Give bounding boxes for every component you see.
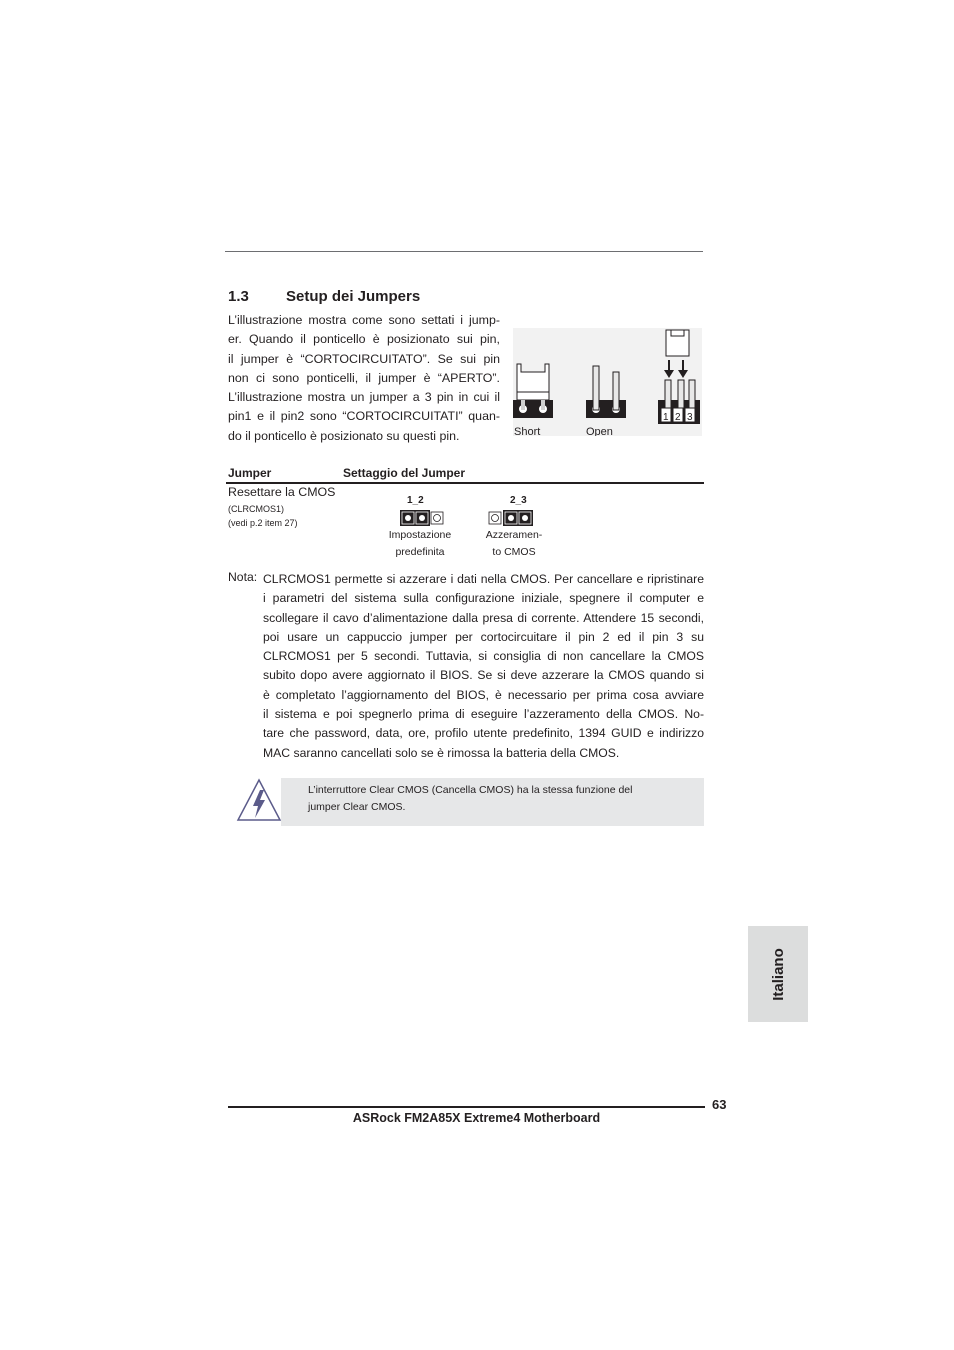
callout-text <box>308 782 688 816</box>
table-header-setting: Settaggio del Jumper <box>343 466 466 480</box>
clear-caption-line1: Azzeramen- <box>485 529 543 541</box>
intro-line: il jumper è “CORTOCIRCUITATO”. Se sui pin <box>228 351 500 366</box>
clear-pins-label: 2_3 <box>510 495 527 506</box>
note-label: Nota: <box>228 570 258 584</box>
warning-icon <box>236 778 282 824</box>
default-caption-line1: Impostazione <box>388 529 452 541</box>
intro-line: L’illustrazione mostra un jumper a 3 pin in cui il <box>228 390 500 405</box>
note-line: scollegare il cavo d’alimentazione dalla presa di corrente. Attendere 15 secondi, <box>263 610 704 625</box>
footer-rule <box>228 1106 705 1108</box>
intro-line: pin1 e il pin2 sono “CORTOCIRCUITATI” quan- <box>228 409 500 424</box>
note-line: CLRCMOS1 per 5 secondi. Tuttavia, si consiglia di non cancellare la CMOS <box>263 649 704 664</box>
note-line: il sistema e poi spegnerlo prima di eseguire l’azzeramento della CMOS. No- <box>263 707 704 722</box>
open-jumper-figure <box>586 366 626 418</box>
default-caption-line2: predefinita <box>395 546 445 558</box>
note-body <box>263 570 704 763</box>
intro-line: L’illustrazione mostra come sono settati i jump- <box>228 313 500 327</box>
intro-line: non ci sono ponticelli, il jumper è “APERTO”. <box>228 370 500 385</box>
language-tab-label: Italiano <box>769 947 787 1001</box>
open-label: Open <box>586 426 613 436</box>
clear-cmos-jumper-icon <box>488 510 534 526</box>
clear-caption-line2: to CMOS <box>492 546 536 558</box>
short-jumper-figure <box>513 364 553 418</box>
section-title: Setup dei Jumpers <box>286 288 421 305</box>
row-sublabel-id: (CLRCMOS1) <box>228 504 285 514</box>
note-line: i parametri del sistema sulla configurazione iniziale, spegnere il computer e <box>263 591 704 606</box>
callout-line: jumper Clear CMOS. <box>308 801 406 813</box>
language-tab-label-wrap <box>748 926 808 1022</box>
pin-number-2: 2 <box>675 412 681 423</box>
note-line: tare che password, data, ore, profilo utente predefinito, 1394 GUID e indirizzo <box>263 726 704 741</box>
section-number: 1.3 <box>228 288 249 305</box>
page-number: 63 <box>712 1097 727 1112</box>
callout-line: L’interruttore Clear CMOS (Cancella CMOS) ha la stessa funzione del <box>308 784 633 796</box>
jumper-diagram-svg <box>513 328 702 436</box>
default-pins-label: 1_2 <box>407 495 424 506</box>
note-line: MAC saranno cancellati solo se è rimossa la batteria della CMOS. <box>263 745 620 760</box>
default-jumper-icon <box>400 510 444 526</box>
intro-line: er. Quando il ponticello è posizionato sui pin, <box>228 332 500 347</box>
intro-line: do il ponticello è posizionato su questi pin. <box>228 428 460 443</box>
top-rule <box>225 251 703 252</box>
pin-number-1: 1 <box>663 412 669 423</box>
row-sublabel-ref: (vedi p.2 item 27) <box>228 518 298 528</box>
note-line: subito dopo avere aggiornato il BIOS. Se si deve azzerare la CMOS quando si <box>263 668 704 683</box>
row-label: Resettare la CMOS <box>228 485 336 499</box>
note-line: poi usare un cappuccio jumper per cortocircuitare il pin 2 ed il pin 3 su <box>263 629 704 644</box>
footer-title: ASRock FM2A85X Extreme4 Motherboard <box>352 1111 601 1125</box>
note-line: è completato l’aggiornamento del BIOS, è necessario per prima cosa avviare <box>263 687 704 702</box>
table-header-jumper: Jumper <box>228 466 272 480</box>
short-label: Short <box>514 426 541 436</box>
note-line: CLRCMOS1 permette si azzerare i dati nella CMOS. Per cancellare e ripristinare <box>263 572 704 586</box>
three-pin-jumper-figure <box>658 330 700 424</box>
intro-paragraph <box>228 311 500 446</box>
jumper-illustration <box>513 328 702 436</box>
pin-number-3: 3 <box>687 412 693 423</box>
table-header-rule <box>226 482 704 484</box>
